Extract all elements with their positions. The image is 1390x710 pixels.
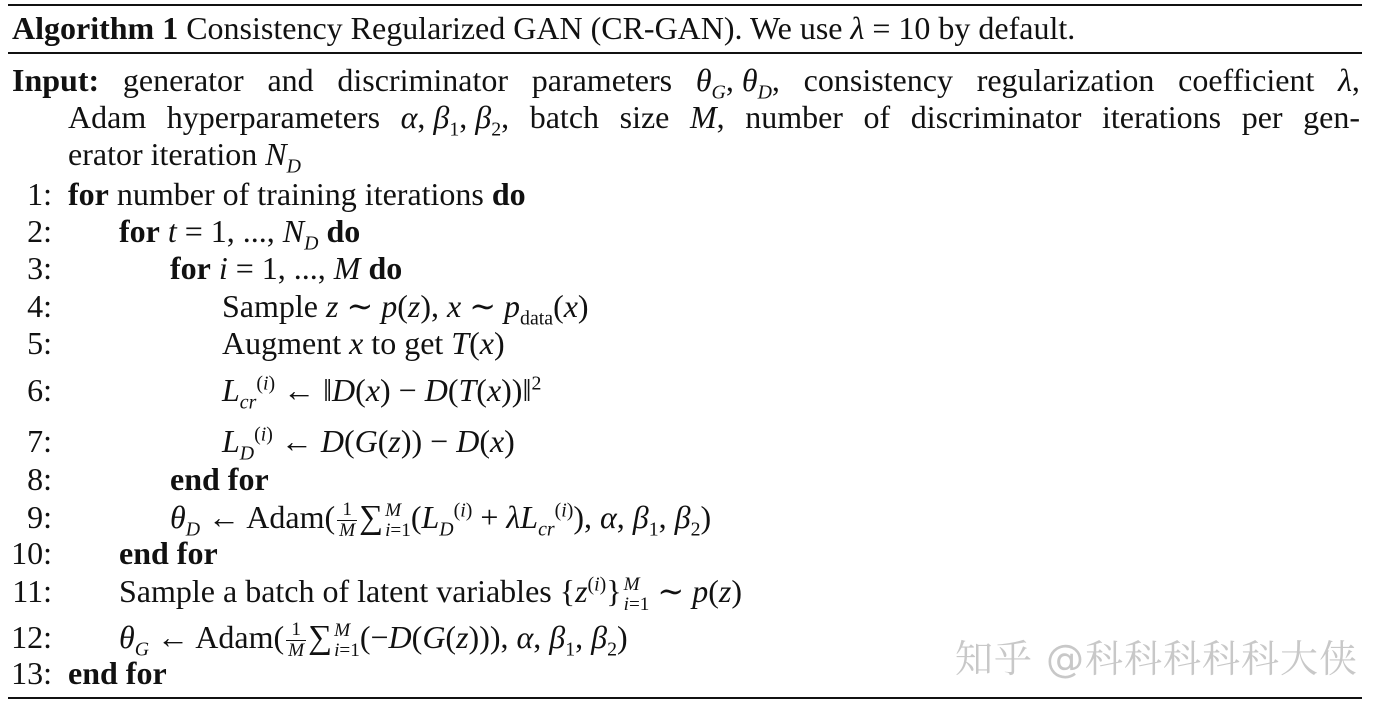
line-number: 12: <box>11 619 52 655</box>
input-line-3: erator iteration $N_D$ <box>68 136 301 178</box>
line-number: 5: <box>27 325 52 361</box>
input-label: Input: <box>12 62 100 98</box>
input-line-2: Adam hyperparameters α, $\beta_1$, $\beta_2$, batch size M, number of discriminator iterations per gen- <box>68 99 1360 141</box>
line-number: 9: <box>27 499 52 535</box>
algorithm-caption <box>12 10 1075 46</box>
line-number: 4: <box>27 288 52 324</box>
mid-rule <box>8 52 1362 54</box>
line-number: 3: <box>27 250 52 286</box>
top-rule <box>8 4 1362 6</box>
line-number: 10: <box>11 535 52 571</box>
caption-label: Algorithm 1 <box>12 10 179 46</box>
watermark: 知乎 @科科科科科大侠 <box>954 637 1358 681</box>
line-number: 1: <box>27 176 52 212</box>
input-block <box>12 62 1360 178</box>
line-number: 6: <box>27 372 52 408</box>
line-number: 8: <box>27 461 52 497</box>
line-number: 7: <box>27 423 52 459</box>
caption-text: Consistency Regularized GAN (CR-GAN). We use λ = 10 by default. <box>186 10 1076 46</box>
input-line-1: Input: generator and discriminator parameters $\theta_G$, $\theta_D$, consistency regularization coefficient λ, <box>12 62 1360 104</box>
line-number: 13: <box>11 655 52 691</box>
line-number: 11: <box>12 573 52 609</box>
bottom-rule <box>8 697 1362 699</box>
line-number: 2: <box>27 213 52 249</box>
